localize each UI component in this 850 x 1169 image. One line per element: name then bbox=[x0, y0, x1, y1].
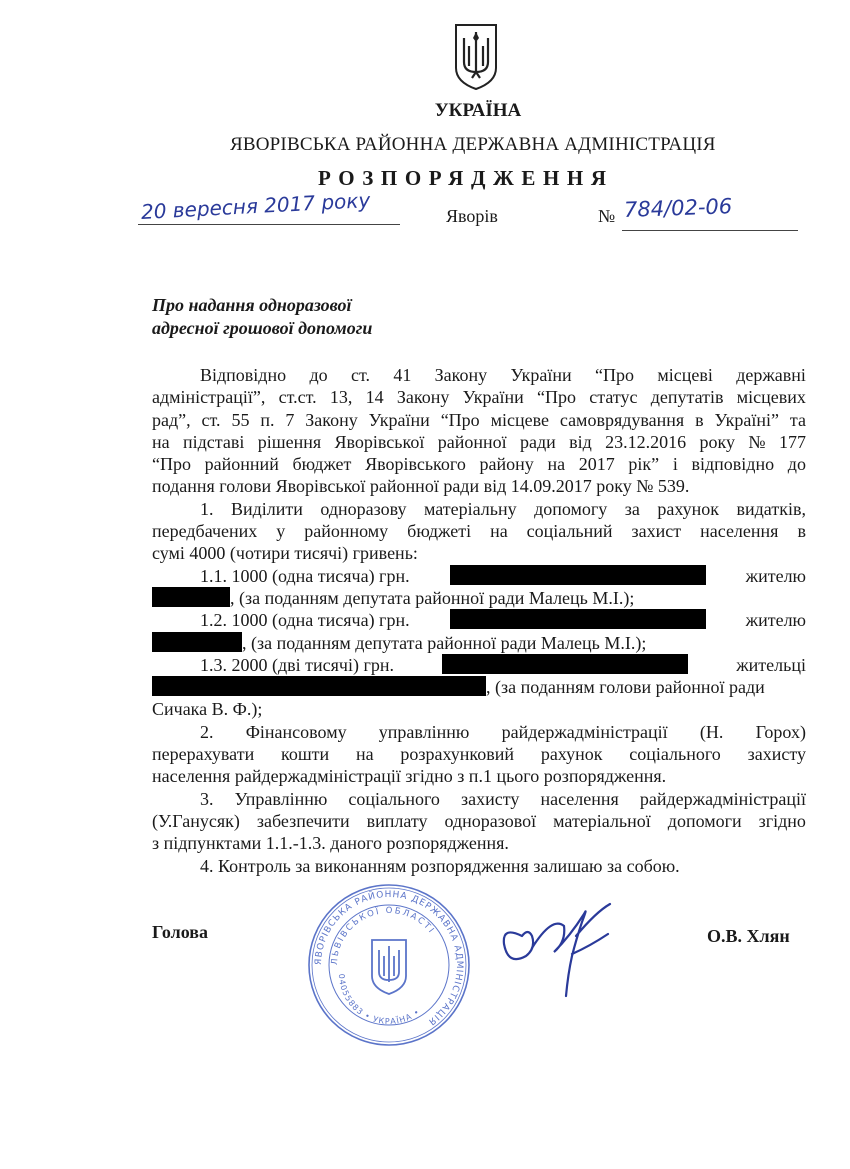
word: від bbox=[569, 431, 592, 452]
word: управлінню bbox=[378, 721, 470, 742]
word: Виділити bbox=[230, 498, 303, 519]
word: розрахунковий bbox=[400, 744, 515, 765]
subject-line: Про надання одноразової bbox=[152, 295, 352, 315]
text-line: сумі 4000 (чотири тисячі) гривень: bbox=[152, 543, 418, 564]
word: Закону bbox=[305, 409, 358, 430]
word: ст.ст. bbox=[278, 387, 317, 408]
word: рішення bbox=[257, 431, 322, 452]
preamble-paragraph bbox=[152, 364, 806, 877]
text-fragment: жителю bbox=[745, 565, 806, 586]
text-fragment: , (за поданням голови районної ради bbox=[486, 677, 765, 698]
word: (Н. bbox=[699, 721, 724, 742]
word: району bbox=[479, 454, 534, 475]
text-line bbox=[152, 743, 806, 765]
word: статус bbox=[589, 387, 638, 408]
word: соціального bbox=[348, 788, 440, 809]
word: забезпечити bbox=[256, 810, 350, 831]
word: до bbox=[309, 365, 328, 385]
word: “Про bbox=[152, 454, 191, 475]
word: рік” bbox=[628, 454, 660, 475]
subject-line: адресної грошової допомоги bbox=[152, 318, 373, 338]
word: Україні” bbox=[714, 409, 779, 430]
word: ст. bbox=[350, 365, 370, 385]
item-1-3-continued bbox=[152, 676, 806, 698]
word: на bbox=[490, 521, 508, 542]
redaction-block bbox=[152, 587, 230, 607]
text-line bbox=[152, 431, 806, 453]
date-underline bbox=[138, 224, 400, 225]
number-label: № bbox=[598, 206, 616, 226]
official-seal bbox=[306, 882, 472, 1048]
item-1-1 bbox=[152, 565, 806, 587]
handwritten-date: 20 вересня 2017 року bbox=[140, 188, 371, 224]
text-line bbox=[152, 364, 806, 386]
text-fragment: 1.3. 2000 (дві тисячі) грн. bbox=[200, 654, 394, 675]
word: самоврядування bbox=[559, 409, 685, 430]
item-1-1-continued bbox=[152, 587, 806, 609]
word: згідно bbox=[758, 810, 806, 831]
seal-inner-text: ЛЬВІВСЬКОЇ ОБЛАСТІ bbox=[329, 905, 437, 966]
word: до bbox=[787, 454, 806, 475]
word: ради bbox=[519, 431, 556, 452]
word: населення bbox=[700, 521, 779, 542]
word: Відповідно bbox=[200, 365, 287, 385]
city-label: Яворів bbox=[446, 206, 498, 226]
word: бюджеті bbox=[407, 521, 472, 542]
word: рахунок bbox=[540, 744, 603, 765]
word: підставі bbox=[183, 431, 245, 452]
word: захисту bbox=[461, 788, 520, 809]
country-heading: УКРАЇНА bbox=[434, 100, 522, 121]
word: в bbox=[797, 521, 806, 542]
signatory-name: О.В. Хлян bbox=[707, 926, 790, 946]
word: Горох) bbox=[755, 721, 806, 742]
word: соціального bbox=[629, 744, 721, 765]
text-fragment: , (за поданням депутата районної ради Малець М.І.); bbox=[230, 587, 635, 608]
word: матеріальної bbox=[553, 810, 651, 831]
word: перерахувати bbox=[152, 744, 255, 765]
word: депутатів bbox=[650, 387, 724, 408]
text-line bbox=[152, 520, 806, 542]
word: України bbox=[510, 365, 572, 385]
word: 13, bbox=[329, 387, 353, 408]
word: державні bbox=[736, 365, 806, 385]
text-line bbox=[152, 409, 806, 431]
word: 2017 bbox=[578, 454, 615, 475]
word: України bbox=[368, 409, 430, 430]
item-1-2 bbox=[152, 609, 806, 631]
word: Яворівської bbox=[334, 431, 425, 452]
word: за bbox=[624, 498, 640, 519]
word: Закону bbox=[396, 387, 450, 408]
trident-icon bbox=[452, 22, 500, 92]
word: (У.Ганусяк) bbox=[152, 810, 240, 831]
word: 1. bbox=[200, 498, 214, 519]
word: № bbox=[748, 431, 766, 452]
word: місцеве bbox=[490, 409, 549, 430]
word: 177 bbox=[778, 431, 806, 452]
word: 14 bbox=[365, 387, 384, 408]
text-line bbox=[152, 386, 806, 408]
word: на bbox=[355, 744, 374, 765]
word: передбачених bbox=[152, 521, 258, 542]
text-line: 4. Контроль за виконанням розпорядження залишаю за собою. bbox=[200, 855, 680, 876]
text-line: з підпунктами 1.1.-1.3. даного розпорядження. bbox=[152, 833, 509, 854]
redaction-block bbox=[152, 676, 486, 696]
word: 23.12.2016 bbox=[605, 431, 687, 452]
text-line: Сичака В. Ф.); bbox=[152, 699, 263, 720]
item-1-2-continued bbox=[152, 632, 806, 654]
word: місцевих bbox=[736, 387, 806, 408]
word: райдержадміністрації bbox=[639, 788, 806, 809]
word: 3. bbox=[200, 788, 214, 809]
word: райдержадміністрації bbox=[501, 721, 668, 742]
text-line: населення райдержадміністрації згідно з п.1 цього розпорядження. bbox=[152, 766, 667, 787]
text-fragment: жительці bbox=[736, 654, 806, 675]
seal-trident-icon bbox=[372, 940, 406, 994]
word: “Про bbox=[537, 387, 577, 408]
word: у bbox=[276, 521, 286, 542]
word: відповідно bbox=[691, 454, 775, 475]
word: рахунок bbox=[657, 498, 720, 519]
word: на bbox=[152, 431, 170, 452]
word: виплату bbox=[366, 810, 428, 831]
redaction-block bbox=[442, 654, 688, 674]
word: Управлінню bbox=[234, 788, 328, 809]
word: районному bbox=[304, 521, 389, 542]
word: на bbox=[547, 454, 566, 475]
word: матеріальну bbox=[423, 498, 517, 519]
word: “Про bbox=[595, 365, 634, 385]
document-type-heading: РОЗПОРЯДЖЕННЯ bbox=[318, 166, 614, 190]
redaction-block bbox=[152, 632, 242, 652]
handwritten-number: 784/02-06 bbox=[623, 194, 733, 222]
word: 2. bbox=[200, 721, 214, 742]
word: 41 bbox=[393, 365, 412, 385]
administration-heading: ЯВОРІВСЬКА РАЙОННА ДЕРЖАВНА АДМІНІСТРАЦІЯ bbox=[230, 134, 716, 155]
word: соціальний bbox=[526, 521, 613, 542]
text-line bbox=[152, 721, 806, 743]
number-underline bbox=[622, 230, 798, 231]
word: Закону bbox=[434, 365, 488, 385]
word: рад”, bbox=[152, 409, 191, 430]
text-fragment: , (за поданням депутата районної ради Малець М.І.); bbox=[242, 632, 647, 653]
word: районний bbox=[204, 454, 279, 475]
word: року bbox=[699, 431, 736, 452]
word: захист bbox=[631, 521, 682, 542]
word: видатків, bbox=[736, 498, 806, 519]
text-fragment: 1.1. 1000 (одна тисяча) грн. bbox=[200, 565, 410, 586]
text-fragment: 1.2. 1000 (одна тисяча) грн. bbox=[200, 610, 410, 631]
word: України bbox=[462, 387, 524, 408]
word: бюджет bbox=[292, 454, 352, 475]
text-line bbox=[152, 810, 806, 832]
word: допомоги bbox=[667, 810, 742, 831]
item-1-3 bbox=[152, 654, 806, 676]
word: ст. bbox=[201, 409, 221, 430]
word: кошти bbox=[280, 744, 330, 765]
seal-outer-text: ЯВОРІВСЬКА РАЙОННА ДЕРЖАВНА АДМІНІСТРАЦІЯ bbox=[313, 889, 465, 1027]
text-fragment: жителю bbox=[745, 610, 806, 631]
word: п. bbox=[260, 409, 275, 430]
word: районної bbox=[437, 431, 507, 452]
word: Фінансовому bbox=[245, 721, 347, 742]
word: 55 bbox=[231, 409, 250, 430]
word: “Про bbox=[440, 409, 480, 430]
word: і bbox=[672, 454, 678, 475]
word: в bbox=[695, 409, 704, 430]
word: захисту bbox=[747, 744, 806, 765]
redaction-block bbox=[450, 609, 706, 629]
subject-block bbox=[152, 294, 372, 340]
redaction-block bbox=[450, 565, 706, 585]
word: адміністрації”, bbox=[152, 387, 266, 408]
text-line: подання голови Яворівської районної ради від 14.09.2017 року № 539. bbox=[152, 476, 690, 497]
seal-code-text: 04055883 • УКРАЇНА • bbox=[336, 973, 422, 1027]
text-line bbox=[152, 498, 806, 520]
word: Яворівського bbox=[365, 454, 466, 475]
word: допомогу bbox=[534, 498, 608, 519]
word: населення bbox=[540, 788, 619, 809]
word: місцеві bbox=[657, 365, 713, 385]
text-line bbox=[152, 788, 806, 810]
signatory-title: Голова bbox=[152, 922, 209, 942]
text-line bbox=[152, 453, 806, 475]
svg-text:04055883 • УКРАЇНА • bbox=[337, 974, 422, 1027]
word: та bbox=[789, 409, 806, 430]
word: одноразову bbox=[320, 498, 407, 519]
word: 7 bbox=[285, 409, 295, 430]
word: одноразової bbox=[444, 810, 537, 831]
handwritten-signature bbox=[492, 896, 622, 1008]
